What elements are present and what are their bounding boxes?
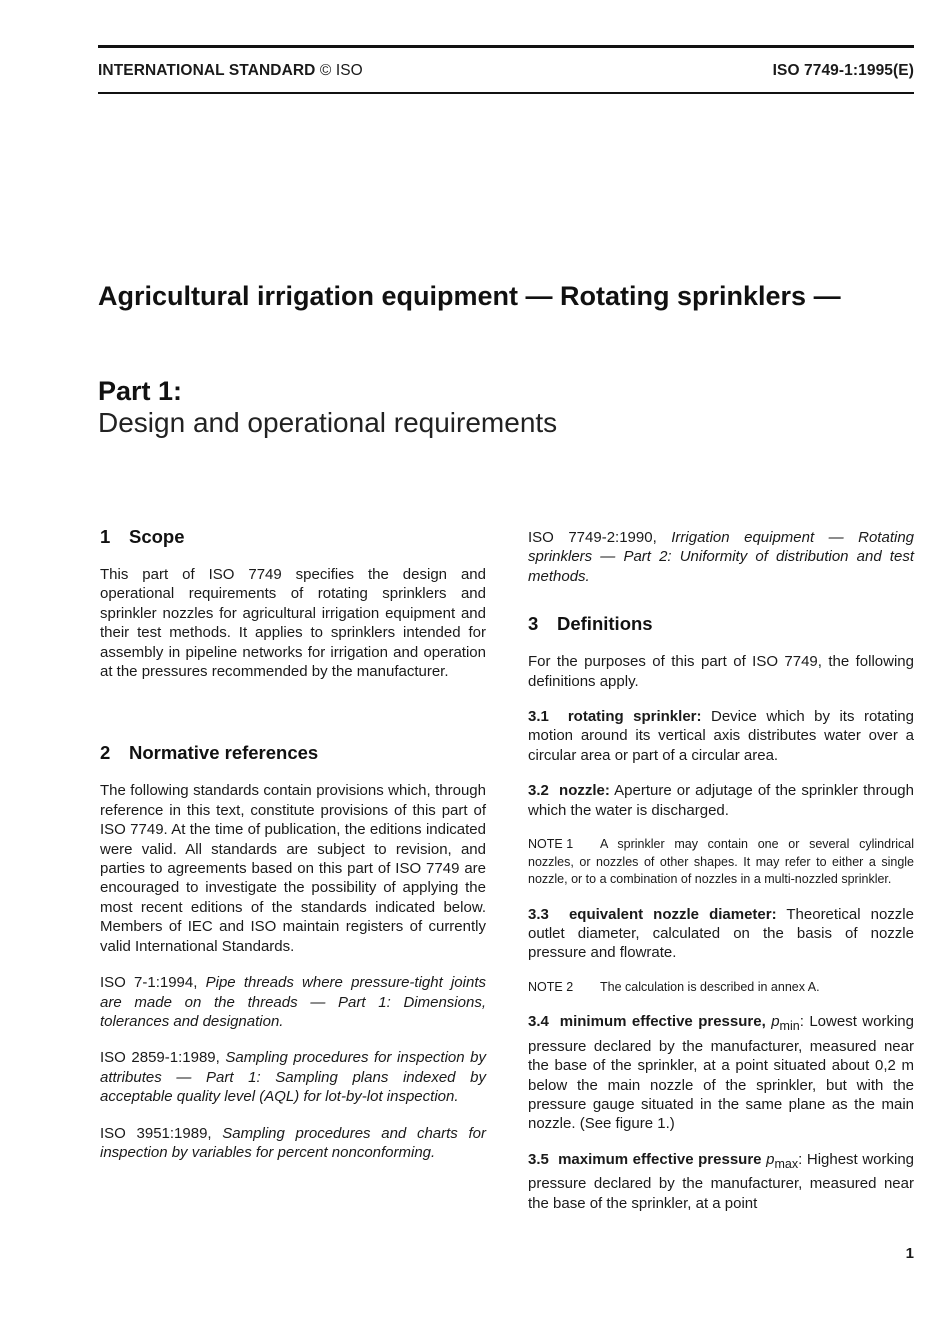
section-heading-scope: 1 Scope [100,526,185,547]
document-number: ISO 7749-1:1995(E) [772,62,914,79]
reference-iso-7749-2: ISO 7749-2:1990, Irrigation equipment — Rotating sprinklers — Part 2: Uniformity of distribution and test methods. [528,529,915,585]
definition-3-3: 3.3 equivalent nozzle diameter: Theoretical nozzle outlet diameter, calculated on the basis of nozzle pressure and flowrate. [528,905,914,962]
section-heading-normative-references: 2 Normative references [100,742,319,764]
standard-type-label: INTERNATIONAL STANDARD © ISO [98,62,363,79]
definition-3-1: 3.1 rotating sprinkler: Device which by its rotating motion around its vertical axis distributes water over a circular area or part of a circular area. [528,708,914,764]
reference-iso-7-1: ISO 7-1:1994, Pipe threads where pressure-tight joints are made on the threads — Part 1: Dimensions, tolerances and designation. [100,974,486,1030]
copyright-label: © ISO [319,62,363,79]
left-column [100,525,486,1162]
document-title: Agricultural irrigation equipment — Rotating sprinklers — [98,281,841,311]
header-top-rule [98,45,914,48]
normative-references-paragraph: The following standards contain provisions which, through reference in this text, constitute provisions of this part of ISO 7749. At the time of publication, the editions indicated were valid. All standards are subject to revision, and parties to agreements based on this part of ISO 7749 are encouraged to investigate the possibility of applying the most recent editions of the standards indicated below. Members of IEC and ISO maintain registers of currently valid International Standards. [100,782,486,955]
header-bottom-rule [98,92,914,94]
part-label: Part 1: [98,376,183,406]
note-2: NOTE 2 The calculation is described in annex A. [528,979,820,994]
scope-paragraph: This part of ISO 7749 specifies the design and operational requirements of rotating sprinklers and sprinkler nozzles for agricultural irrigation equipment and their test methods. It applies to sprinklers intended for assembly in pipeline networks for irrigation and operation at the pressures recommended by the manufacturer. [100,566,486,681]
definitions-intro: For the purposes of this part of ISO 7749, the following definitions apply. [528,653,914,690]
reference-iso-2859-1: ISO 2859-1:1989, Sampling procedures for inspection by attributes — Part 1: Sampling plans indexed by acceptable quality level (AQL) for lot-by-lot inspection. [100,1049,486,1106]
definition-3-5: 3.5 maximum effective pressure $p_{max}$: Highest working pressure declared by the manufacturer, measured near the base of the sprinkler, at a point [528,1150,914,1212]
reference-iso-3951: ISO 3951:1989, Sampling procedures and charts for inspection by variables for percent nonconforming. [100,1124,486,1161]
note-1: NOTE 1 A sprinkler may contain one or several cylindrical nozzles, or nozzles of other shapes. It may refer to either a single nozzle, or to a combination of nozzles in a multi-nozzled sprinkler. [528,837,914,887]
section-heading-definitions: 3 Definitions [528,613,653,635]
definition-3-4: 3.4 minimum effective pressure, $p_{min}$: Lowest working pressure declared by the manufacturer, measured near the base of the sprinkler, at a point situated about 0,2 m below the main nozzle of the sprinkler, but with the pressure gauge situated in the same plane as the main nozzle. (See figure 1.) [528,1013,914,1133]
page-number: 1 [905,1245,914,1262]
part-subtitle: Design and operational requirements [98,407,558,438]
definition-3-2: 3.2 nozzle: Aperture or adjutage of the sprinkler through which the water is discharged. [528,782,914,819]
right-column [528,525,914,1213]
